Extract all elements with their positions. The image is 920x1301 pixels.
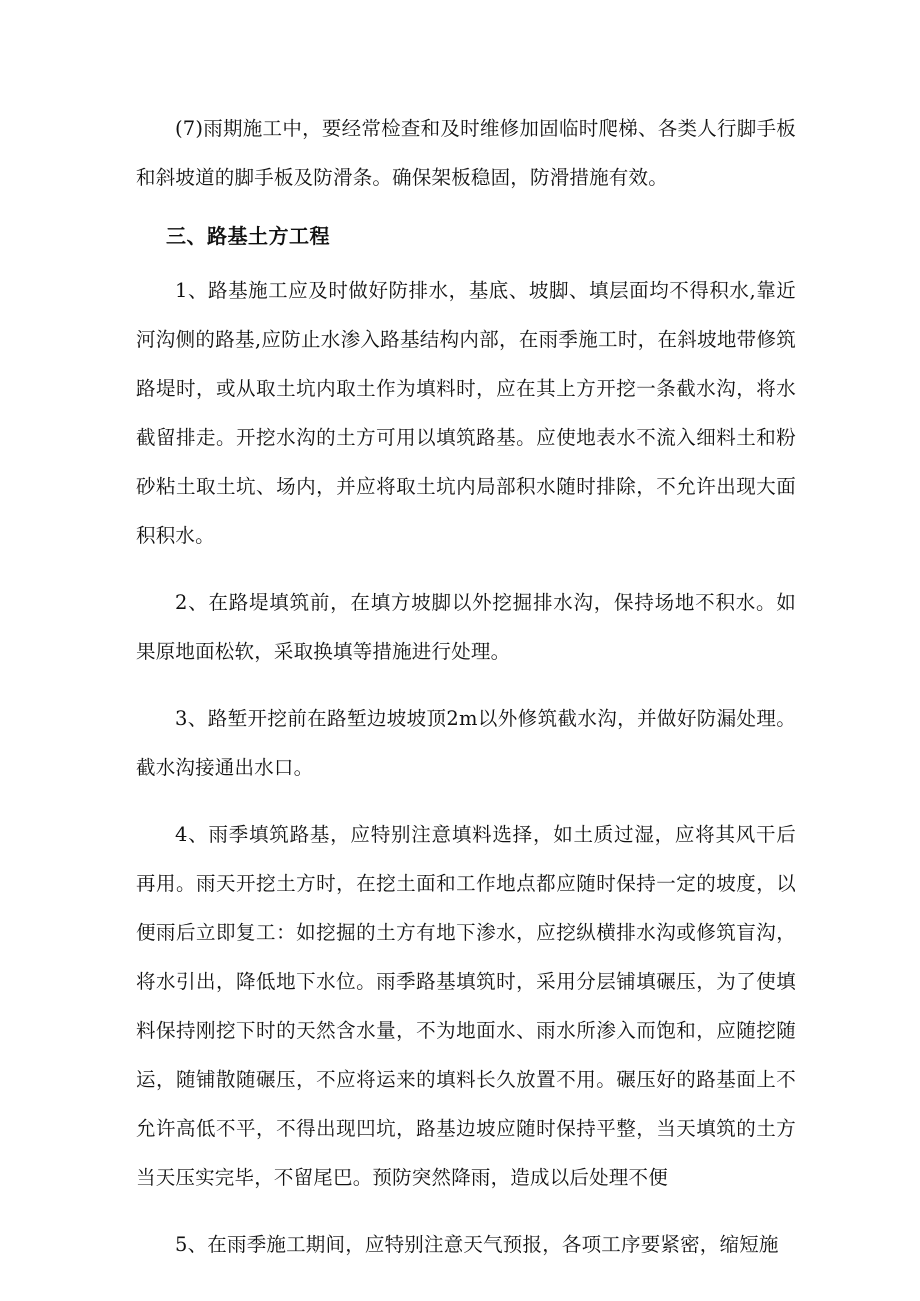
paragraph-4-rainy-fill: 4、雨季填筑路基，应特别注意填料选择，如土质过湿，应将其风干后再用。雨天开挖土方时，在挖土面和工作地点都应随时保持一定的坡度，以便雨后立即复工：如挖掘的土方有地下渗水，应挖纵横排水沟或修筑盲沟，将水引出，降低地下水位。雨季路基填筑时，采用分层铺填碾压，为了使填料保持刚挖下时的天然含水量，不为地面水、雨水所渗入而饱和，应随挖随运，随铺散随碾压，不应将运来的填料长久放置不用。碾压好的路基面上不允许高低不平，不得出现凹坑，路基边坡应随时保持平整，当天填筑的土方当天压实完毕，不留尾巴。预防突然降雨，造成以后处理不便 (136, 823, 796, 1189)
paragraph-7-rain-scaffold: (7)雨期施工中，要经常检查和及时维修加固临时爬梯、各类人行脚手板和斜坡道的脚手板及防滑条。确保架板稳固，防滑措施有效。 (136, 117, 796, 189)
section-heading-subgrade-earthwork: 三、路基土方工程 (166, 224, 330, 248)
paragraph-3-cutting: 3、路堑开挖前在路堑边坡坡顶2m以外修筑截水沟，并做好防漏处理。截水沟接通出水口。 (136, 707, 796, 779)
paragraph-2-embankment: 2、在路堤填筑前，在填方坡脚以外挖掘排水沟，保持场地不积水。如果原地面松软，采取换填等措施进行处理。 (136, 591, 796, 663)
paragraph-5-weather: 5、在雨季施工期间，应特别注意天气预报，各项工序要紧密，缩短施 (175, 1233, 779, 1256)
paragraph-1-drainage: 1、路基施工应及时做好防排水，基底、坡脚、填层面均不得积水,靠近河沟侧的路基,应防止水渗入路基结构内部，在雨季施工时，在斜坡地带修筑路堤时，或从取土坑内取土作为填料时，应在其上方开挖一条截水沟，将水截留排走。开挖水沟的土方可用以填筑路基。应使地表水不流入细料土和粉砂粘土取土坑、场内，并应将取土坑内局部积水随时排除，不允许出现大面积积水。 (136, 279, 796, 547)
document-body (136, 104, 796, 1287)
